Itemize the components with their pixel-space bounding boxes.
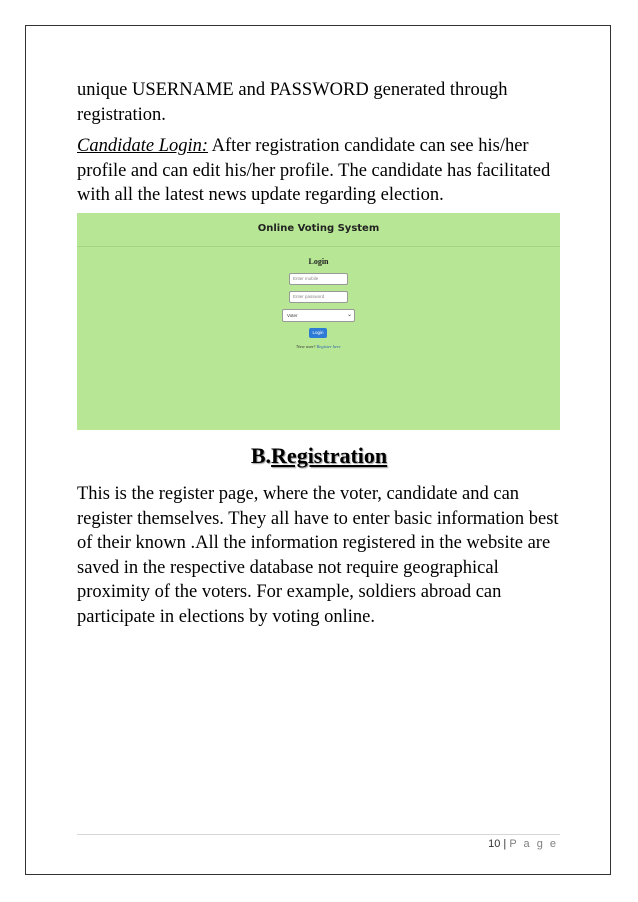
app-header-divider xyxy=(77,246,560,247)
register-link[interactable]: Register here xyxy=(316,344,341,349)
paragraph-registration: This is the register page, where the voter, candidate and can register themselves. They all have to enter basic information best of their known .All the information registered in the website are saved in the respective database not require geographical proximity of the voters. For example, soldiers abroad can participate in elections by voting online. xyxy=(77,484,559,627)
role-select-value: Voter xyxy=(287,313,298,318)
login-screenshot xyxy=(77,213,560,430)
section-title: Registration xyxy=(271,443,388,468)
login-button[interactable]: Login xyxy=(309,328,327,338)
candidate-login-label: Candidate Login: xyxy=(77,136,209,156)
role-select[interactable] xyxy=(282,309,355,322)
section-prefix: B. xyxy=(250,443,272,468)
page-number: 10 xyxy=(488,838,501,850)
register-prompt-line xyxy=(77,344,560,349)
page-label: P a g e xyxy=(509,838,558,850)
footer-rule xyxy=(77,834,560,835)
paragraph-candidate-login xyxy=(77,134,567,208)
app-title: Online Voting System xyxy=(257,223,380,234)
username-input[interactable]: Enter mobile xyxy=(289,273,348,285)
section-heading xyxy=(0,443,638,469)
paragraph-login-credentials: unique USERNAME and PASSWORD generated through registration. xyxy=(77,80,508,125)
password-input[interactable]: Enter password xyxy=(289,291,348,303)
login-heading: Login xyxy=(308,257,329,266)
chevron-down-icon: ⌄ xyxy=(346,312,352,318)
page-separator: | xyxy=(503,838,507,850)
page-footer xyxy=(488,838,558,850)
register-prompt: New user? xyxy=(296,344,316,349)
candidate-login-text: After registration candidate can see his/her profile and can edit his/her profile. The candidate has facilitated with all the latest news update regarding election. xyxy=(77,136,551,205)
